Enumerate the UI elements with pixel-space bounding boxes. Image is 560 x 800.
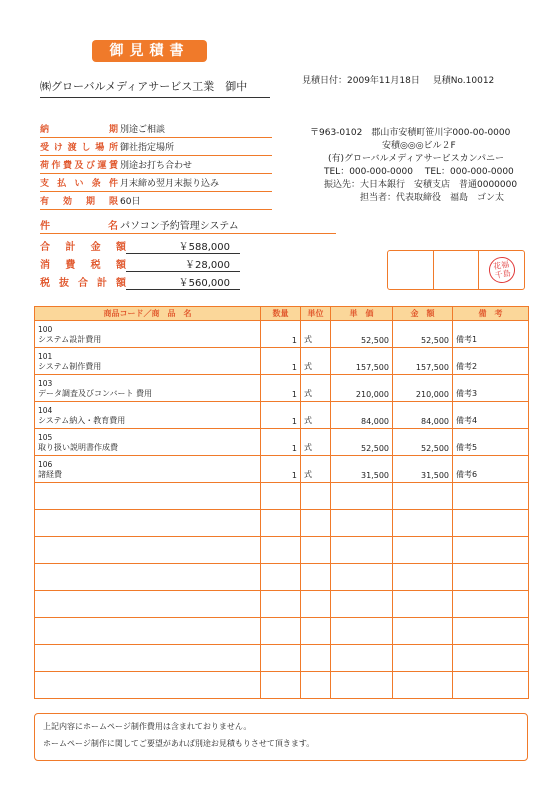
term-value: 60日 bbox=[120, 197, 141, 207]
empty-cell bbox=[301, 564, 331, 591]
empty-cell bbox=[301, 645, 331, 672]
remark-line: ホームページ制作に関してご要望があれば別途お見積もりさせて頂きます。 bbox=[43, 739, 315, 748]
col-header-unit: 単位 bbox=[301, 307, 331, 321]
amount-value: ￥588,000 bbox=[126, 238, 240, 254]
company-address: 〒963-0102 郡山市安積町笹川字000-00-0000 bbox=[310, 128, 511, 138]
product-cell bbox=[35, 429, 261, 456]
empty-cell bbox=[301, 618, 331, 645]
product-cell bbox=[35, 321, 261, 348]
empty-cell bbox=[35, 645, 261, 672]
unit-cell: 式 bbox=[301, 321, 331, 348]
product-name: システム納入・教育費用 bbox=[38, 416, 126, 425]
term-row bbox=[40, 140, 272, 156]
amount-label: 消費税額 bbox=[40, 260, 126, 271]
col-header-amount: 金 額 bbox=[393, 307, 453, 321]
note-cell: 備考1 bbox=[453, 321, 529, 348]
subject-row bbox=[40, 217, 336, 234]
document-title: 御見積書 bbox=[92, 40, 207, 62]
quote-no: 10012 bbox=[465, 76, 495, 86]
price-cell: 157,500 bbox=[331, 348, 393, 375]
col-header-price: 単 価 bbox=[331, 307, 393, 321]
product-code: 105 bbox=[38, 433, 53, 442]
empty-cell bbox=[331, 672, 393, 699]
note-cell: 備考6 bbox=[453, 456, 529, 483]
company-address-building: 安積◎◎◎ビル２F bbox=[382, 141, 456, 151]
term-label: 有効期限 bbox=[40, 197, 118, 207]
subject-value: パソコン予約管理システム bbox=[120, 221, 239, 232]
empty-cell bbox=[301, 510, 331, 537]
col-header-note: 備 考 bbox=[453, 307, 529, 321]
amount-value: ￥560,000 bbox=[126, 274, 240, 290]
note-cell: 備考3 bbox=[453, 375, 529, 402]
empty-row bbox=[35, 645, 529, 672]
company-tel: TEL：000-000-0000 TEL：000-000-0000 bbox=[324, 167, 514, 177]
amounts-section bbox=[40, 238, 240, 292]
customer-name: ㈱グローバルメディアサービス工業 御中 bbox=[40, 78, 270, 98]
qty-cell: 1 bbox=[261, 402, 301, 429]
empty-cell bbox=[331, 537, 393, 564]
empty-cell bbox=[301, 672, 331, 699]
term-value: 御社指定場所 bbox=[120, 143, 175, 153]
empty-row bbox=[35, 564, 529, 591]
qty-cell: 1 bbox=[261, 321, 301, 348]
empty-cell bbox=[393, 618, 453, 645]
qty-cell: 1 bbox=[261, 375, 301, 402]
table-row bbox=[35, 348, 529, 375]
empty-row bbox=[35, 591, 529, 618]
term-row bbox=[40, 122, 272, 138]
product-code: 103 bbox=[38, 379, 53, 388]
empty-cell bbox=[393, 510, 453, 537]
empty-cell bbox=[453, 591, 529, 618]
empty-cell bbox=[453, 618, 529, 645]
product-name: システム制作費用 bbox=[38, 362, 102, 371]
company-name: (有)グローバルメディアサービスカンパニー bbox=[328, 154, 504, 164]
empty-cell bbox=[453, 672, 529, 699]
empty-cell bbox=[261, 483, 301, 510]
empty-cell bbox=[261, 618, 301, 645]
term-row bbox=[40, 176, 272, 192]
unit-cell: 式 bbox=[301, 429, 331, 456]
qty-cell: 1 bbox=[261, 429, 301, 456]
note-cell: 備考2 bbox=[453, 348, 529, 375]
empty-cell bbox=[35, 564, 261, 591]
empty-row bbox=[35, 510, 529, 537]
product-name: 取り扱い説明書作成費 bbox=[38, 443, 118, 452]
table-row bbox=[35, 402, 529, 429]
subject-label: 件 名 bbox=[40, 221, 118, 232]
empty-cell bbox=[35, 537, 261, 564]
table-header-row bbox=[35, 307, 529, 321]
empty-cell bbox=[35, 483, 261, 510]
term-label: 納 期 bbox=[40, 125, 118, 135]
unit-cell: 式 bbox=[301, 402, 331, 429]
empty-cell bbox=[331, 483, 393, 510]
empty-cell bbox=[453, 510, 529, 537]
empty-cell bbox=[301, 537, 331, 564]
company-person: 担当者：代表取締役 福島 ゴン太 bbox=[360, 193, 505, 203]
empty-cell bbox=[331, 645, 393, 672]
empty-cell bbox=[35, 618, 261, 645]
amount-cell: 157,500 bbox=[393, 348, 453, 375]
remark-line: 上記内容にホームページ制作費用は含まれておりません。 bbox=[43, 722, 252, 731]
product-cell bbox=[35, 456, 261, 483]
empty-cell bbox=[261, 510, 301, 537]
term-label: 受け渡し場所 bbox=[40, 143, 118, 153]
company-info bbox=[310, 127, 517, 205]
qty-cell: 1 bbox=[261, 456, 301, 483]
seal-icon bbox=[487, 255, 517, 285]
empty-cell bbox=[331, 510, 393, 537]
empty-cell bbox=[261, 645, 301, 672]
net-amount-row bbox=[40, 274, 240, 290]
empty-cell bbox=[393, 564, 453, 591]
empty-cell bbox=[261, 564, 301, 591]
empty-cell bbox=[453, 564, 529, 591]
empty-cell bbox=[393, 483, 453, 510]
col-header-qty: 数量 bbox=[261, 307, 301, 321]
unit-cell: 式 bbox=[301, 348, 331, 375]
empty-cell bbox=[35, 591, 261, 618]
quote-date-label: 見積日付： bbox=[302, 76, 348, 86]
stamp-cell bbox=[388, 251, 434, 289]
empty-cell bbox=[331, 618, 393, 645]
stamp-box bbox=[387, 250, 525, 290]
note-cell: 備考5 bbox=[453, 429, 529, 456]
table-row bbox=[35, 429, 529, 456]
quote-no-label: 見積No. bbox=[432, 76, 466, 86]
amount-cell: 210,000 bbox=[393, 375, 453, 402]
remarks-box bbox=[34, 713, 528, 761]
empty-cell bbox=[35, 510, 261, 537]
amount-cell: 31,500 bbox=[393, 456, 453, 483]
items-table bbox=[34, 306, 529, 699]
empty-cell bbox=[453, 645, 529, 672]
empty-row bbox=[35, 618, 529, 645]
empty-cell bbox=[301, 591, 331, 618]
qty-cell: 1 bbox=[261, 348, 301, 375]
empty-cell bbox=[393, 645, 453, 672]
term-row bbox=[40, 194, 272, 210]
total-amount-row bbox=[40, 238, 240, 254]
product-name: データ調査及びコンバート 費用 bbox=[38, 389, 152, 398]
amount-cell: 84,000 bbox=[393, 402, 453, 429]
product-code: 104 bbox=[38, 406, 53, 415]
price-cell: 52,500 bbox=[331, 429, 393, 456]
term-value: 別途ご相談 bbox=[120, 125, 166, 135]
amount-cell: 52,500 bbox=[393, 429, 453, 456]
table-row bbox=[35, 375, 529, 402]
empty-row bbox=[35, 672, 529, 699]
term-label: 支払い条件 bbox=[40, 179, 118, 189]
amount-label: 合計金額 bbox=[40, 242, 126, 253]
empty-cell bbox=[331, 564, 393, 591]
product-cell bbox=[35, 402, 261, 429]
price-cell: 31,500 bbox=[331, 456, 393, 483]
empty-row bbox=[35, 537, 529, 564]
note-cell: 備考4 bbox=[453, 402, 529, 429]
price-cell: 84,000 bbox=[331, 402, 393, 429]
table-row bbox=[35, 456, 529, 483]
amount-value: ￥28,000 bbox=[126, 256, 240, 272]
seal-text: 花福 bbox=[492, 259, 510, 272]
price-cell: 52,500 bbox=[331, 321, 393, 348]
product-code: 106 bbox=[38, 460, 53, 469]
amount-cell: 52,500 bbox=[393, 321, 453, 348]
product-name: 諸経費 bbox=[38, 470, 62, 479]
term-value: 月末締め翌月末振り込み bbox=[120, 179, 220, 189]
product-cell bbox=[35, 348, 261, 375]
product-cell bbox=[35, 375, 261, 402]
col-header-product: 商品コード／商 品 名 bbox=[35, 307, 261, 321]
term-row bbox=[40, 158, 272, 174]
empty-cell bbox=[301, 483, 331, 510]
empty-cell bbox=[453, 537, 529, 564]
terms-section bbox=[40, 122, 272, 212]
empty-cell bbox=[393, 537, 453, 564]
term-label: 荷作費及び運賃 bbox=[40, 161, 118, 171]
empty-cell bbox=[261, 591, 301, 618]
empty-cell bbox=[261, 672, 301, 699]
empty-cell bbox=[453, 483, 529, 510]
quote-meta bbox=[302, 73, 504, 86]
seal-text: 千島 bbox=[493, 268, 512, 281]
empty-row bbox=[35, 483, 529, 510]
tax-amount-row bbox=[40, 256, 240, 272]
unit-cell: 式 bbox=[301, 375, 331, 402]
empty-cell bbox=[393, 672, 453, 699]
price-cell: 210,000 bbox=[331, 375, 393, 402]
empty-cell bbox=[261, 537, 301, 564]
company-bank: 振込先：大日本銀行 安積支店 普通0000000 bbox=[324, 180, 518, 190]
unit-cell: 式 bbox=[301, 456, 331, 483]
stamp-cell bbox=[479, 251, 524, 289]
empty-cell bbox=[35, 672, 261, 699]
product-code: 100 bbox=[38, 325, 53, 334]
table-row bbox=[35, 321, 529, 348]
product-code: 101 bbox=[38, 352, 53, 361]
term-value: 別途お打ち合わせ bbox=[120, 161, 193, 171]
empty-cell bbox=[393, 591, 453, 618]
amount-label: 税抜合計額 bbox=[40, 278, 126, 289]
stamp-cell bbox=[434, 251, 480, 289]
product-name: システム設計費用 bbox=[38, 335, 102, 344]
quote-date: 2009年11月18日 bbox=[347, 76, 420, 86]
empty-cell bbox=[331, 591, 393, 618]
